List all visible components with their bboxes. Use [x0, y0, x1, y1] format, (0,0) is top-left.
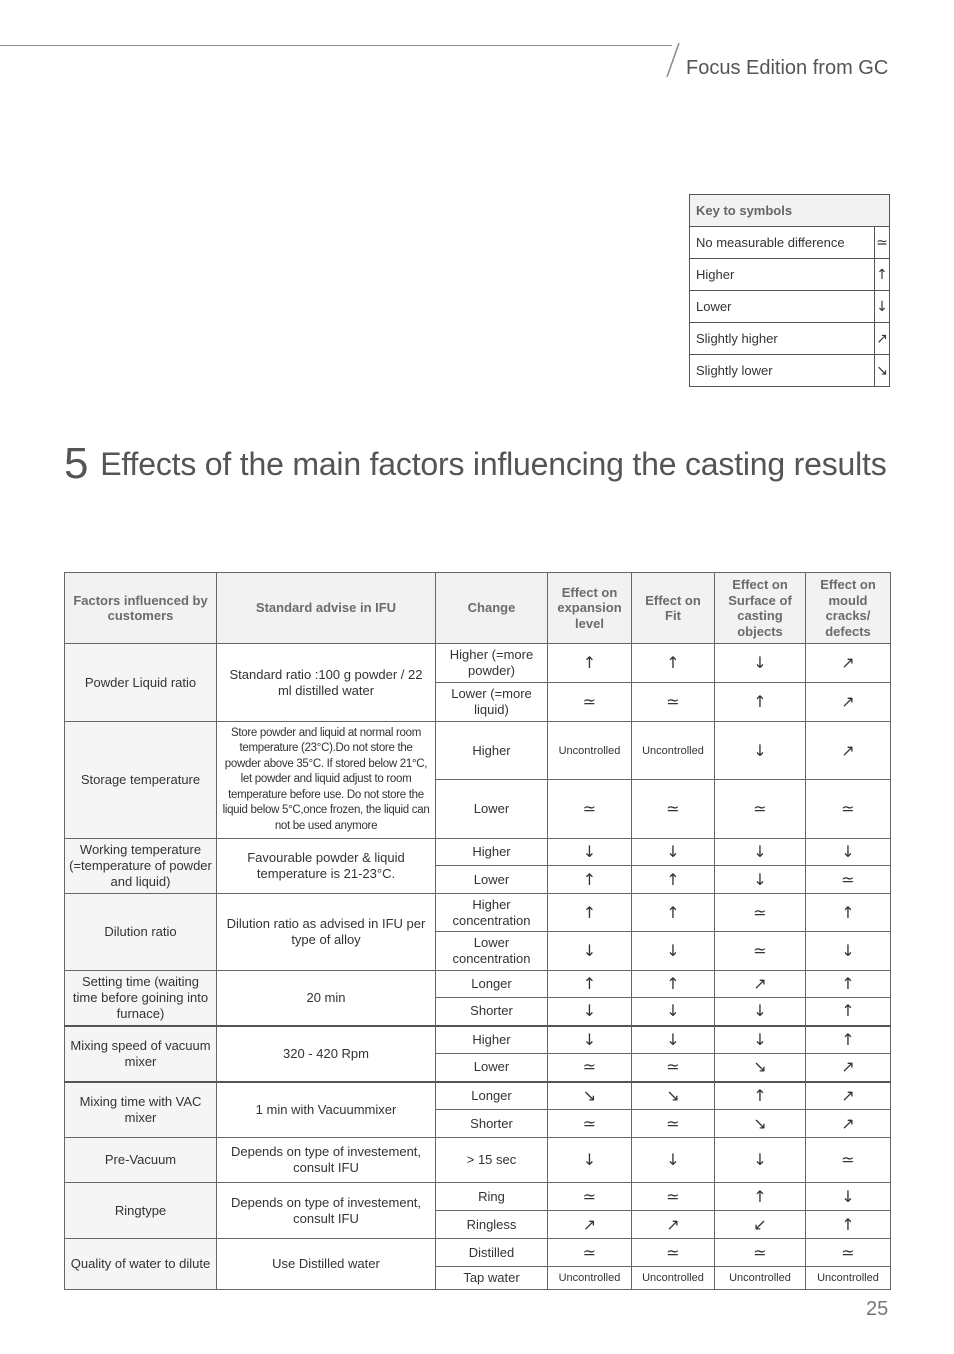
key-label: Lower	[690, 291, 875, 323]
table-row	[65, 839, 891, 866]
effect-cell: ≃	[632, 1054, 715, 1082]
key-title: Key to symbols	[690, 195, 890, 227]
change-cell: Higher	[436, 722, 548, 780]
change-cell: Longer	[436, 1082, 548, 1110]
effect-cell: ↓	[715, 644, 806, 683]
effect-cell: ↑	[632, 866, 715, 894]
effect-cell: ↗	[806, 683, 891, 722]
advice-cell: Store powder and liquid at normal room temperature (23°C).Do not store the powder above 35°C. If stored below 21°C, let powder and liquid adjust to room temperature before use. Do not store the liquid below 5°C,once frozen, the liquid can not be used anymore	[217, 722, 436, 839]
effect-cell: ≃	[548, 1110, 632, 1138]
effect-cell: ↑	[715, 1183, 806, 1211]
effect-cell: ↑	[715, 1082, 806, 1110]
effect-cell: ↓	[632, 839, 715, 866]
effect-cell: ↑	[548, 971, 632, 998]
key-symbol: ↓	[875, 291, 890, 323]
change-cell: Lower	[436, 866, 548, 894]
effect-cell: ↓	[632, 1138, 715, 1183]
advice-cell: Use Distilled water	[217, 1239, 436, 1290]
change-cell: Higher concentration	[436, 894, 548, 932]
header-rule	[0, 45, 672, 46]
factors-table	[64, 572, 891, 1290]
effect-cell: ↓	[632, 932, 715, 971]
effect-cell: ↘	[715, 1054, 806, 1082]
effect-cell: ≃	[806, 1239, 891, 1267]
effect-cell: ↑	[806, 1211, 891, 1239]
change-cell: Shorter	[436, 998, 548, 1026]
key-label: Slightly lower	[690, 355, 875, 387]
effect-cell: ↓	[715, 839, 806, 866]
effect-cell: ≃	[632, 683, 715, 722]
key-symbol: ↑	[875, 259, 890, 291]
change-cell: Distilled	[436, 1239, 548, 1267]
table-row	[65, 722, 891, 780]
effect-cell: ≃	[548, 683, 632, 722]
change-cell: Lower	[436, 780, 548, 839]
effect-cell: ≃	[548, 1183, 632, 1211]
effect-cell: ↓	[715, 722, 806, 780]
column-header: Effect on Fit	[632, 573, 715, 644]
effect-cell: ≃	[715, 894, 806, 932]
effect-cell: ↘	[548, 1082, 632, 1110]
column-header: Factors influenced by customers	[65, 573, 217, 644]
factor-cell: Mixing time with VAC mixer	[65, 1082, 217, 1138]
change-cell: Higher	[436, 839, 548, 866]
key-label: Slightly higher	[690, 323, 875, 355]
change-cell: Tap water	[436, 1267, 548, 1290]
table-header-row	[65, 573, 891, 644]
advice-cell: Depends on type of investement, consult IFU	[217, 1183, 436, 1239]
effect-cell: ↗	[548, 1211, 632, 1239]
effect-cell: ↗	[806, 1110, 891, 1138]
effect-cell: Uncontrolled	[548, 722, 632, 780]
effect-cell: ≃	[715, 932, 806, 971]
table-row	[65, 644, 891, 683]
column-header: Effect on Surface of casting objects	[715, 573, 806, 644]
factor-cell: Ringtype	[65, 1183, 217, 1239]
effect-cell: ≃	[632, 1239, 715, 1267]
effect-cell: ≃	[806, 866, 891, 894]
effect-cell: Uncontrolled	[806, 1267, 891, 1290]
change-cell: Ringless	[436, 1211, 548, 1239]
column-header: Effect on expansion level	[548, 573, 632, 644]
factor-cell: Setting time (waiting time before goining into furnace)	[65, 971, 217, 1026]
effect-cell: ↓	[548, 1138, 632, 1183]
factor-cell: Storage temperature	[65, 722, 217, 839]
change-cell: > 15 sec	[436, 1138, 548, 1183]
key-label: Higher	[690, 259, 875, 291]
effect-cell: ↑	[548, 866, 632, 894]
effect-cell: ↑	[548, 894, 632, 932]
section-heading	[64, 436, 887, 486]
advice-cell: 1 min with Vacuummixer	[217, 1082, 436, 1138]
effect-cell: ≃	[632, 1183, 715, 1211]
header-slash-mark	[666, 42, 680, 78]
edition-title: Focus Edition from GC	[686, 57, 889, 79]
effect-cell: ≃	[632, 780, 715, 839]
page-number: 25	[866, 1298, 889, 1320]
key-label: No measurable difference	[690, 227, 875, 259]
table-body	[65, 644, 891, 1290]
effect-cell: ↗	[806, 1054, 891, 1082]
table-row	[65, 1082, 891, 1110]
effect-cell: ↓	[806, 932, 891, 971]
effect-cell: ↙	[715, 1211, 806, 1239]
effect-cell: ↑	[632, 971, 715, 998]
factor-cell: Quality of water to dilute	[65, 1239, 217, 1290]
effect-cell: ↓	[806, 839, 891, 866]
effect-cell: ↗	[632, 1211, 715, 1239]
effect-cell: Uncontrolled	[632, 1267, 715, 1290]
effect-cell: ≃	[806, 1138, 891, 1183]
change-cell: Longer	[436, 971, 548, 998]
effect-cell: ↑	[548, 644, 632, 683]
advice-cell: 320 - 420 Rpm	[217, 1026, 436, 1082]
table-row	[65, 1183, 891, 1211]
effect-cell: ≃	[548, 780, 632, 839]
advice-cell: Favourable powder & liquid temperature is 21-23°C.	[217, 839, 436, 894]
effect-cell: ↗	[806, 1082, 891, 1110]
effect-cell: ↘	[632, 1082, 715, 1110]
effect-cell: ↓	[548, 998, 632, 1026]
symbol-key-table	[689, 194, 890, 387]
effect-cell: ↓	[548, 839, 632, 866]
effect-cell: ↓	[632, 1026, 715, 1054]
effect-cell: Uncontrolled	[715, 1267, 806, 1290]
advice-cell: Depends on type of investement, consult IFU	[217, 1138, 436, 1183]
effect-cell: ↑	[632, 644, 715, 683]
effect-cell: ↗	[806, 722, 891, 780]
change-cell: Higher (=more powder)	[436, 644, 548, 683]
effect-cell: ↑	[715, 683, 806, 722]
effect-cell: ↓	[715, 1026, 806, 1054]
advice-cell: Standard ratio :100 g powder / 22 ml distilled water	[217, 644, 436, 722]
section-number: 5	[64, 439, 89, 488]
table-row	[65, 971, 891, 998]
effect-cell: ↑	[806, 1026, 891, 1054]
effect-cell: ↑	[806, 998, 891, 1026]
effect-cell: ↓	[715, 866, 806, 894]
effect-cell: ↗	[806, 644, 891, 683]
table-row	[65, 1026, 891, 1054]
effect-cell: ≃	[715, 1239, 806, 1267]
effect-cell: ≃	[548, 1054, 632, 1082]
effect-cell: Uncontrolled	[632, 722, 715, 780]
factor-cell: Dilution ratio	[65, 894, 217, 971]
key-symbol: ↘	[875, 355, 890, 387]
effect-cell: ↓	[715, 998, 806, 1026]
effect-cell: ↗	[715, 971, 806, 998]
table-row	[65, 1138, 891, 1183]
effect-cell: Uncontrolled	[548, 1267, 632, 1290]
effect-cell: ↑	[806, 971, 891, 998]
column-header: Effect on mould cracks/ defects	[806, 573, 891, 644]
section-title: Effects of the main factors influencing the casting results	[100, 446, 887, 482]
effect-cell: ↓	[548, 932, 632, 971]
change-cell: Higher	[436, 1026, 548, 1054]
effect-cell: ≃	[806, 780, 891, 839]
change-cell: Lower (=more liquid)	[436, 683, 548, 722]
effect-cell: ↑	[632, 894, 715, 932]
change-cell: Lower concentration	[436, 932, 548, 971]
change-cell: Shorter	[436, 1110, 548, 1138]
effect-cell: ↓	[632, 998, 715, 1026]
effect-cell: ≃	[715, 780, 806, 839]
effect-cell: ≃	[632, 1110, 715, 1138]
advice-cell: 20 min	[217, 971, 436, 1026]
key-symbol: ↗	[875, 323, 890, 355]
table-row	[65, 894, 891, 932]
factor-cell: Powder Liquid ratio	[65, 644, 217, 722]
effect-cell: ↓	[806, 1183, 891, 1211]
effect-cell: ↓	[715, 1138, 806, 1183]
factor-cell: Working temperature (=temperature of powder and liquid)	[65, 839, 217, 894]
factor-cell: Pre-Vacuum	[65, 1138, 217, 1183]
table-row	[65, 1239, 891, 1267]
column-header: Standard advise in IFU	[217, 573, 436, 644]
effect-cell: ↑	[806, 894, 891, 932]
change-cell: Lower	[436, 1054, 548, 1082]
key-symbol: ≃	[875, 227, 890, 259]
column-header: Change	[436, 573, 548, 644]
advice-cell: Dilution ratio as advised in IFU per type of alloy	[217, 894, 436, 971]
change-cell: Ring	[436, 1183, 548, 1211]
effect-cell: ≃	[548, 1239, 632, 1267]
effect-cell: ↘	[715, 1110, 806, 1138]
effect-cell: ↓	[548, 1026, 632, 1054]
factor-cell: Mixing speed of vacuum mixer	[65, 1026, 217, 1082]
